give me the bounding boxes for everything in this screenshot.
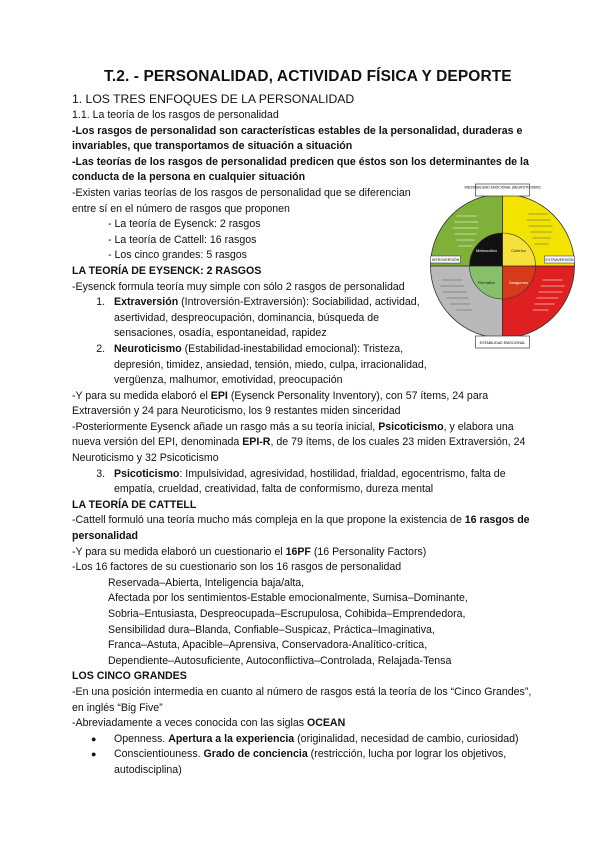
eysenck-heading: LA TEORÍA DE EYSENCK: 2 RASGOS: [72, 264, 262, 277]
list-item: ● Openness. Apertura a la experiencia (originalidad, necesidad de cambio, curiosidad): [108, 732, 542, 748]
epir-paragraph: -Posteriormente Eysenck añade un rasgo más a su teoría inicial, Psicoticismo, y elabora una nueva versión del EPI, denominada EPI-R, de 79 ítems, de los cuales 23 miden Extraversión, 24 Neuroticismo y 32 Psicoticismo: [72, 420, 526, 465]
cattell-heading: LA TEORÍA DE CATTELL: [72, 498, 197, 511]
subsection-heading: 1.1. La teoría de los rasgos de personalidad: [72, 109, 279, 121]
theory-item: - La teoría de Eysenck: 2 rasgos: [108, 218, 261, 231]
factor-line: Dependiente–Autosuficiente, Autoconflictiva–Controlada, Relajada-Tensa: [108, 654, 452, 667]
cattell-paragraph: -Y para su medida elaboró un cuestionario el 16PF (16 Personality Factors): [72, 545, 427, 558]
inner-label: Melancólico: [475, 248, 498, 253]
circle-right-label: EXTRAVERSIÓN: [545, 258, 574, 262]
list-item: ● Conscientiouness. Grado de conciencia (restricción, lucha por lograr los objetivos, autodisciplina): [108, 747, 542, 778]
cattell-factors: [72, 576, 542, 670]
big5-list: [72, 732, 542, 779]
theory-item: - La teoría de Cattell: 16 rasgos: [108, 233, 257, 246]
cattell-paragraph: -Cattell formuló una teoría mucho más compleja en la que propone la existencia de 16 rasgos de personalidad: [72, 514, 530, 543]
paragraph-rasgos: -Los rasgos de personalidad son características estables de la personalidad, duraderas e invariables, que transportamos de situación a situación: [72, 124, 523, 153]
big5-paragraph: -Abreviadamente a veces conocida con las siglas OCEAN: [72, 717, 346, 730]
list-item: 2. Neuroticismo (Estabilidad-inestabilidad emocional): Tristeza, depresión, timidez, ansiedad, tensión, miedo, culpa, irracionalidad, vergüenza, malhumor, emotividad, preocupación: [108, 342, 428, 389]
inner-label: Flemático: [477, 280, 496, 285]
section-heading: 1. LOS TRES ENFOQUES DE LA PERSONALIDAD: [72, 92, 355, 106]
cattell-paragraph: -Los 16 factores de su cuestionario son los 16 rasgos de personalidad: [72, 561, 402, 574]
paragraph-teorias: -Las teorías de los rasgos de personalidad predicen que éstos son los determinantes de la conducta de la persona en cualquier situación: [72, 155, 529, 184]
factor-line: Reservada–Abierta, Inteligencia baja/alta,: [108, 576, 305, 589]
list-item: 1. Extraversión (Introversión-Extraversión): Sociabilidad, actividad, asertividad, despreocupación, dominancia, búsqueda de sensaciones, osadía, espontaneidad, rapidez: [108, 295, 428, 342]
factor-line: Sensibilidad dura–Blanda, Confiable–Suspicaz, Práctica–Imaginativa,: [108, 623, 435, 636]
factor-line: Franca–Astuta, Apacible–Aprensiva, Conservadora-Analítico-crítica,: [108, 639, 428, 652]
epi-paragraph: -Y para su medida elaboró el EPI (Eysenck Personality Inventory), con 57 ítems, 24 para Extraversión y 24 para Neuroticismo, los 9 restantes miden sinceridad: [72, 389, 489, 418]
eysenck-intro: -Eysenck formula teoría muy simple con sólo 2 rasgos de personalidad: [72, 280, 405, 293]
big5-paragraph: -En una posición intermedia en cuanto al número de rasgos está la teoría de los “Cinco Grandes”, en inglés “Big Five”: [72, 685, 532, 714]
list-item: 3. Psicoticismo: Impulsividad, agresividad, hostilidad, frialdad, egocentrismo, falta de empatía, crueldad, creatividad, falta de conformismo, dureza mental: [108, 467, 542, 498]
page-title: T.2. - PERSONALIDAD, ACTIVIDAD FÍSICA Y DEPORTE: [104, 68, 512, 85]
psicoticismo-list: [72, 467, 542, 498]
factor-line: Sobria–Entusiasta, Despreocupada–Escrupulosa, Cohibida–Emprendedora,: [108, 608, 466, 620]
eysenck-list: [72, 295, 428, 389]
paragraph-existen: -Existen varias teorías de los rasgos de personalidad que se diferencian entre sí en el número de rasgos que proponen: [72, 186, 411, 215]
circle-top-label: INESTABILIDAD EMOCIONAL (NEUROTICISMO): [464, 185, 541, 190]
personality-circle-diagram: [430, 182, 575, 352]
theory-item: - Los cinco grandes: 5 rasgos: [108, 249, 247, 262]
circle-bottom-label: ESTABILIDAD EMOCIONAL: [479, 341, 526, 345]
factor-line: Afectada por los sentimientos-Estable emocionalmente, Sumisa–Dominante,: [108, 592, 468, 605]
document-page: [72, 66, 542, 779]
big5-heading: LOS CINCO GRANDES: [72, 670, 187, 683]
inner-label: Colérico: [511, 248, 526, 253]
circle-left-label: INTROVERSIÓN: [431, 258, 460, 262]
inner-label: Sanguíneo: [508, 280, 529, 285]
